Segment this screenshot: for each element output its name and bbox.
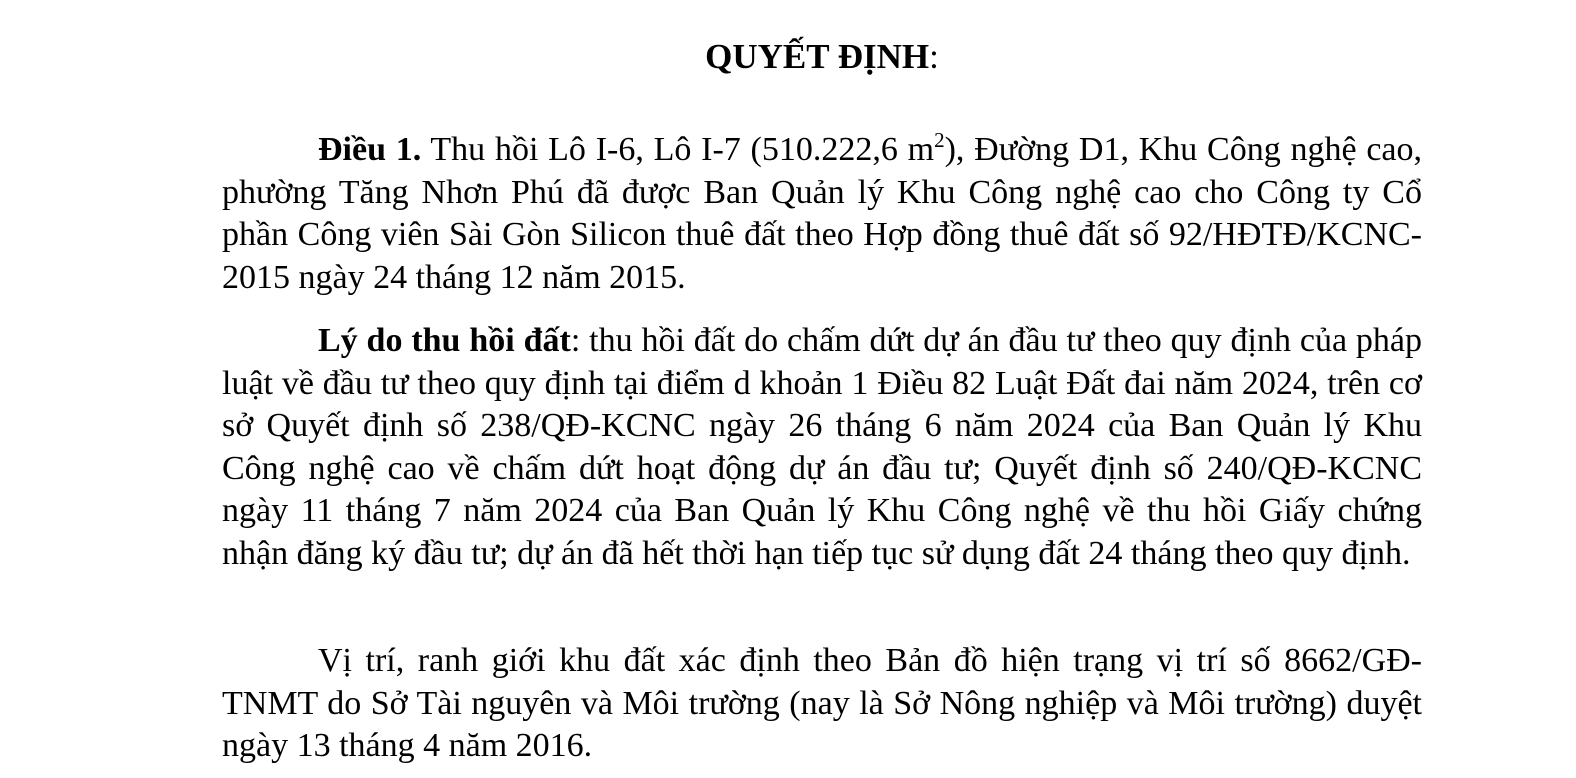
article-1-text-part-a: Thu hồi Lô I-6, Lô I-7 (510.222,6 m xyxy=(421,131,935,168)
article-1-heading: Điều 1. xyxy=(318,131,422,168)
square-meter-superscript: 2 xyxy=(934,128,945,152)
article-1-paragraph xyxy=(222,129,1422,299)
reason-paragraph xyxy=(222,320,1422,575)
title-text: QUYẾT ĐỊNH xyxy=(705,37,930,76)
title-colon: : xyxy=(929,37,939,76)
article-1-text-part-b: ), Đường D1, Khu Công nghệ cao, phường Tăng Nhơn Phú đã được Ban Quản lý Khu Công nghệ cao cho Công ty Cổ phần Công viên Sài Gòn Silicon thuê đất theo Hợp đồng thuê đất số 92/HĐTĐ/KCNC-2015 ngày 24 tháng 12 năm 2015. xyxy=(222,131,1423,296)
location-paragraph xyxy=(222,640,1422,768)
reason-text: : thu hồi đất do chấm dứt dự án đầu tư theo quy định của pháp luật về đầu tư theo quy định tại điểm d khoản 1 Điều 82 Luật Đất đai năm 2024, trên cơ sở Quyết định số 238/QĐ-KCNC ngày 26 tháng 6 năm 2024 của Ban Quản lý Khu Công nghệ cao về chấm dứt hoạt động dự án đầu tư; Quyết định số 240/QĐ-KCNC ngày 11 tháng 7 năm 2024 của Ban Quản lý Khu Công nghệ về thu hồi Giấy chứng nhận đăng ký đầu tư; dự án đã hết thời hạn tiếp tục sử dụng đất 24 tháng theo quy định. xyxy=(222,322,1422,572)
document-title xyxy=(222,36,1422,78)
reason-heading: Lý do thu hồi đất xyxy=(318,322,571,359)
location-text: Vị trí, ranh giới khu đất xác định theo Bản đồ hiện trạng vị trí số 8662/GĐ-TNMT do Sở Tài nguyên và Môi trường (nay là Sở Nông nghiệp và Môi trường) duyệt ngày 13 tháng 4 năm 2016. xyxy=(222,642,1422,764)
